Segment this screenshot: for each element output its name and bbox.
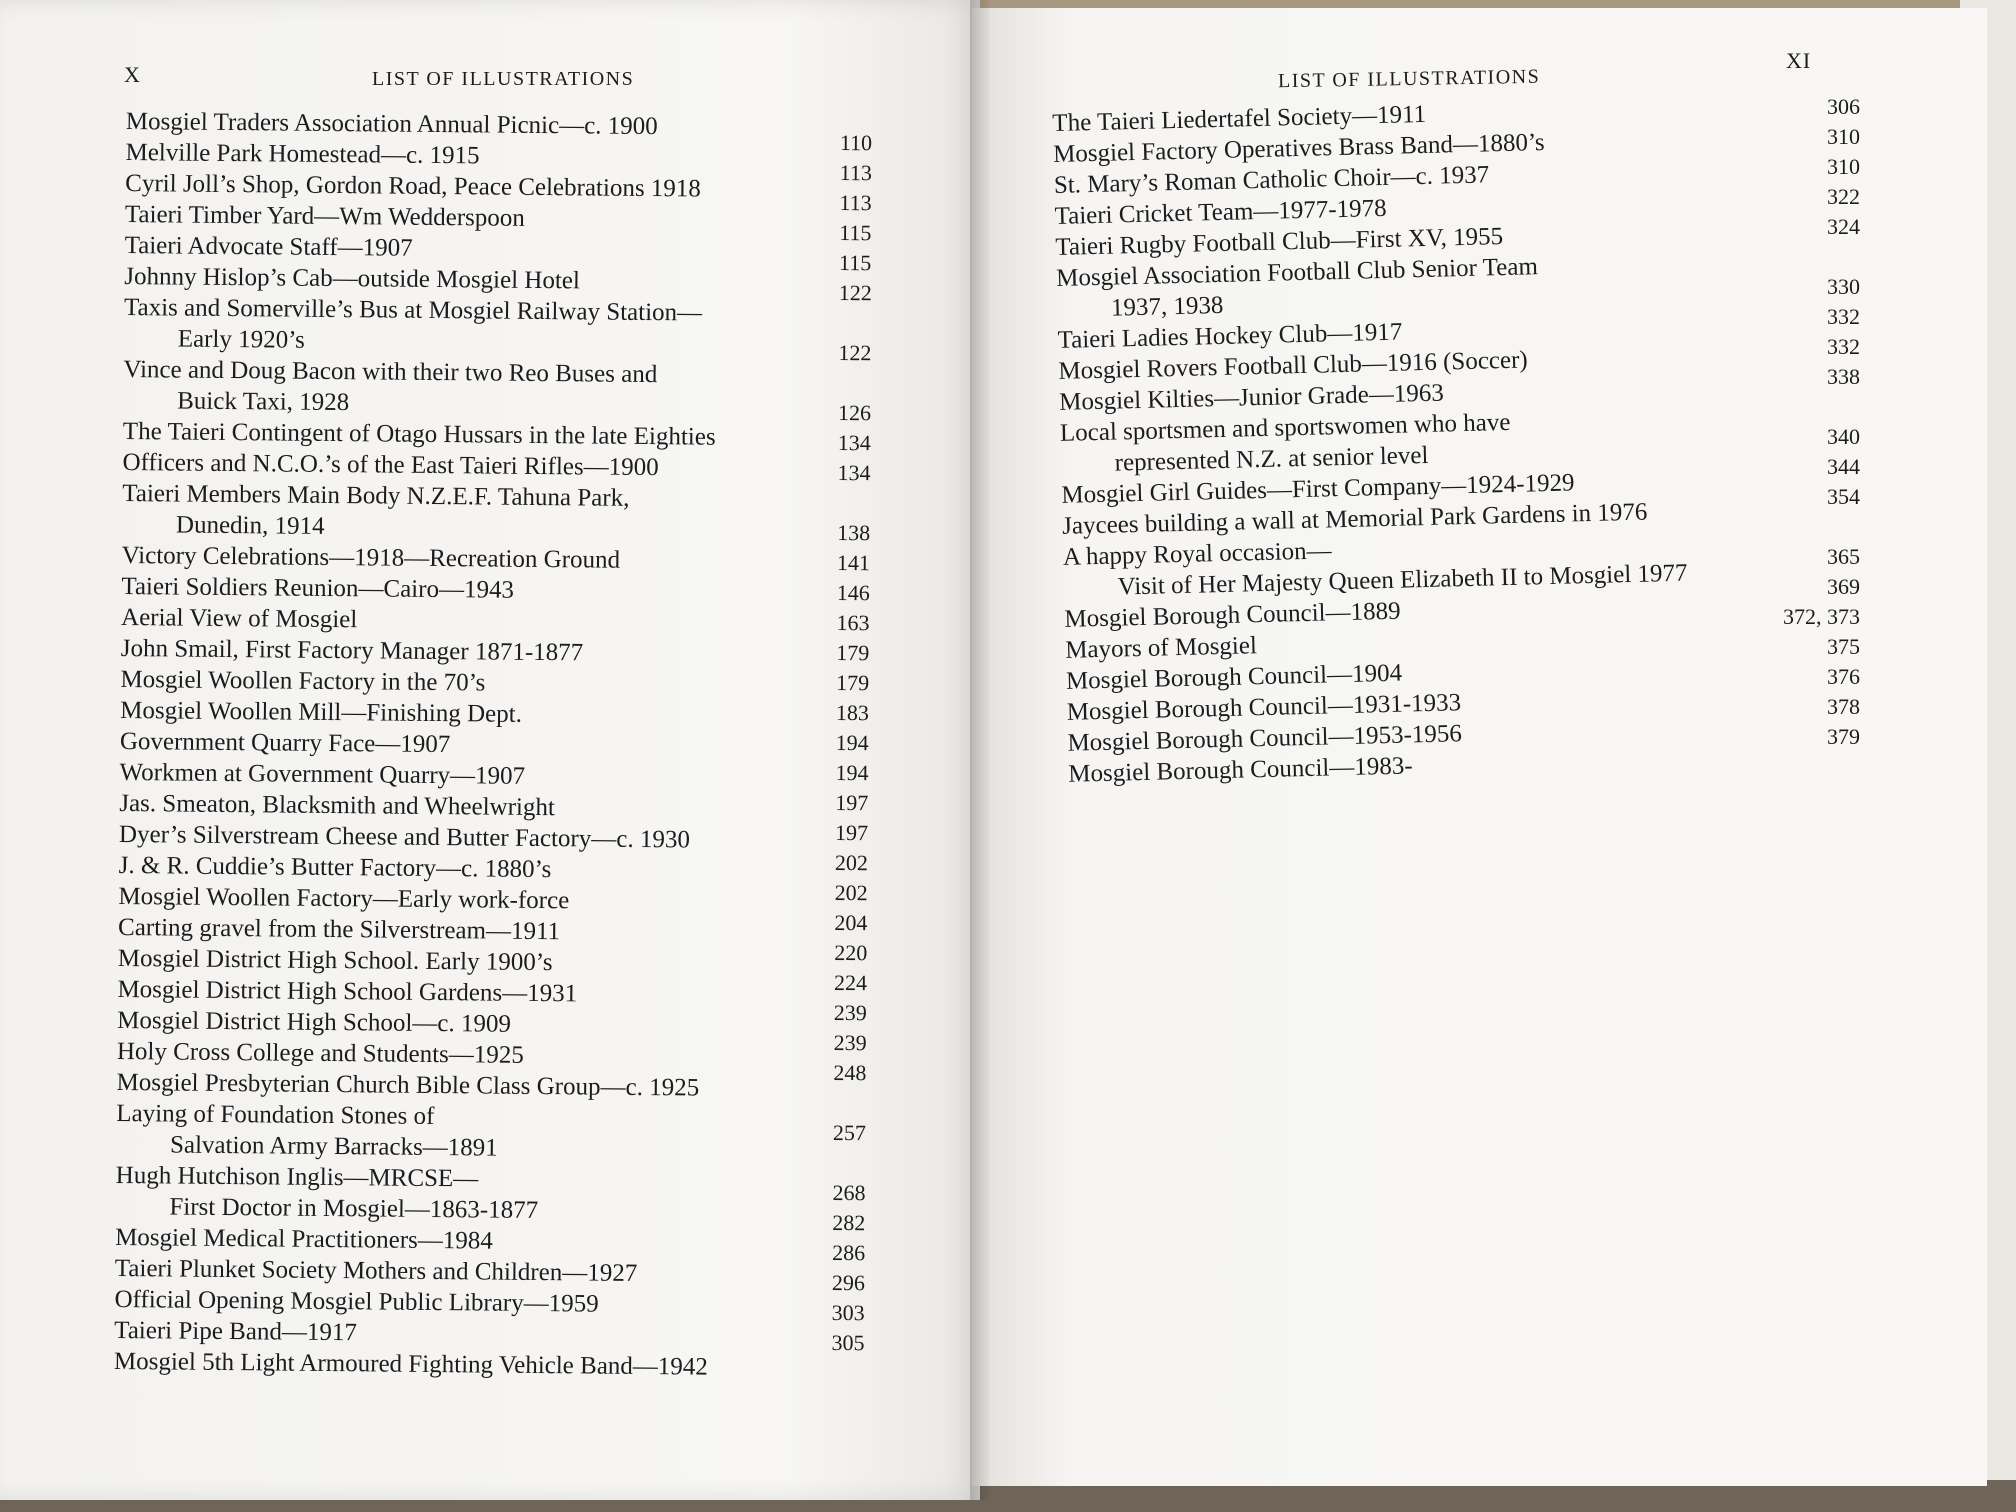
left-page-number-column — [831, 128, 900, 1358]
page-number: 110 — [839, 129, 873, 156]
entry-title: Mosgiel Medical Practitioners—1984 — [115, 1223, 493, 1255]
page-number: 338 — [1827, 364, 1860, 389]
entry-title: St. Mary’s Roman Catholic Choir—c. 1937 — [1053, 161, 1490, 199]
page-number: 322 — [1827, 184, 1860, 209]
page-number: 365 — [1827, 544, 1860, 569]
page-number — [833, 1148, 893, 1178]
entry-title: Laying of Foundation Stones of — [116, 1099, 435, 1131]
page-number: 122 — [838, 279, 872, 306]
page-number: 324 — [1827, 214, 1860, 239]
entry-title: Taieri Soldiers Reunion—Cairo—1943 — [121, 572, 515, 604]
entry-title: Mosgiel Association Football Club Senior Team — [1055, 253, 1539, 292]
entry-title-continued: represented N.Z. at senior level — [1114, 441, 1429, 477]
entry-title: The Taieri Contingent of Otago Hussars in the late Eighties — [122, 417, 716, 451]
page-number: 369 — [1827, 574, 1860, 599]
entry-title: Government Quarry Face—1907 — [119, 727, 451, 759]
page-number: 282 — [832, 1209, 866, 1236]
page-number: 248 — [833, 1059, 867, 1086]
page-number: 310 — [1827, 124, 1860, 149]
entry-title: Jas. Smeaton, Blacksmith and Wheelwright — [119, 789, 555, 822]
page-number: 113 — [839, 159, 872, 186]
entry-title-continued: First Doctor in Mosgiel—1863-1877 — [169, 1193, 539, 1225]
page-number: 126 — [837, 399, 872, 426]
book-gutter — [970, 0, 990, 1500]
page-number: 310 — [1827, 154, 1860, 179]
entry-title: Hugh Hutchison Inglis—MRCSE— — [115, 1161, 479, 1193]
page-number: 344 — [1827, 454, 1860, 479]
page-number: 305 — [831, 1329, 865, 1356]
page-number: 379 — [1827, 724, 1860, 749]
page-number: 194 — [835, 729, 869, 756]
entry-title: Dyer’s Silverstream Cheese and Butter Factory—c. 1930 — [118, 820, 691, 854]
entry-title: Taieri Plunket Society Mothers and Children—1927 — [114, 1254, 638, 1287]
page-number — [1750, 242, 1860, 272]
left-running-head: LIST OF ILLUSTRATIONS — [372, 68, 635, 90]
page-number: 224 — [833, 969, 868, 996]
page-number: 378 — [1827, 694, 1860, 719]
illustration-entry — [124, 292, 825, 361]
page-number: 330 — [1827, 274, 1860, 299]
page-number: 202 — [834, 879, 868, 906]
entry-title: Mosgiel Girl Guides—First Company—1924-1929 — [1061, 469, 1575, 509]
entry-title: Mosgiel Borough Council—1889 — [1064, 597, 1401, 633]
entry-title: Mosgiel Traders Association Annual Picnic—c. 1900 — [125, 107, 658, 141]
page-number — [1750, 512, 1860, 542]
entry-title: Mosgiel District High School Gardens—1931 — [117, 975, 578, 1008]
entry-title: Mosgiel Woollen Mill—Finishing Dept. — [120, 696, 523, 728]
page-number: 268 — [832, 1179, 866, 1206]
entry-title: A happy Royal occasion— — [1062, 537, 1332, 571]
page-number: 183 — [835, 699, 870, 726]
entry-title: Mosgiel Borough Council—1983- — [1067, 752, 1413, 788]
page-number: 239 — [833, 1029, 867, 1056]
entry-title: Cyril Joll’s Shop, Gordon Road, Peace Celebrations 1918 — [125, 169, 701, 203]
entry-title: Taieri Advocate Staff—1907 — [124, 231, 413, 262]
page-number: 340 — [1827, 424, 1860, 449]
right-page-number-column — [1750, 92, 1860, 752]
page-number: 375 — [1827, 634, 1860, 659]
entry-title: Holy Cross College and Students—1925 — [116, 1037, 524, 1069]
left-folio: X — [124, 62, 141, 87]
page-number: 354 — [1827, 484, 1860, 509]
page-number: 332 — [1827, 334, 1860, 359]
entry-title: Johnny Hislop’s Cab—outside Mosgiel Hotel — [124, 262, 581, 295]
entry-title: J. & R. Cuddie’s Butter Factory—c. 1880’s — [118, 851, 552, 884]
page-number: 303 — [831, 1299, 865, 1326]
illustration-entry — [122, 478, 823, 547]
entry-title: Mosgiel Borough Council—1904 — [1065, 659, 1403, 695]
page-number: 306 — [1827, 94, 1860, 119]
page-number — [833, 1088, 893, 1118]
right-folio: XI — [1786, 48, 1812, 73]
entry-title: Workmen at Government Quarry—1907 — [119, 758, 526, 790]
page-number — [838, 368, 898, 398]
page-number: 141 — [836, 549, 871, 576]
entry-title: Vince and Doug Bacon with their two Reo Buses and — [123, 355, 658, 389]
page-number: 286 — [832, 1239, 866, 1266]
page-number: 179 — [836, 639, 870, 666]
page-number: 115 — [838, 249, 872, 276]
entry-title: Mosgiel Borough Council—1931-1933 — [1066, 689, 1462, 726]
page-number: 372, 373 — [1783, 604, 1860, 629]
page-number — [839, 308, 899, 338]
entry-title: Mosgiel 5th Light Armoured Fighting Vehicle Band—1942 — [113, 1347, 709, 1381]
page-number: 122 — [838, 339, 872, 366]
entry-title: Taieri Timber Yard—Wm Wedderspoon — [124, 200, 525, 232]
entry-title: The Taieri Liedertafel Society—1911 — [1052, 100, 1427, 137]
entry-title: John Smail, First Factory Manager 1871-1877 — [120, 634, 584, 667]
page-number: 257 — [832, 1119, 867, 1146]
left-illustration-list — [114, 106, 826, 1384]
entry-title-continued: 1937, 1938 — [1110, 291, 1224, 322]
page-number: 239 — [833, 999, 867, 1026]
page-number: 197 — [835, 789, 869, 816]
entry-title: Mosgiel Woollen Factory in the 70’s — [120, 665, 486, 697]
entry-title: Taieri Members Main Body N.Z.E.F. Tahuna Park, — [122, 479, 630, 512]
page-number: 197 — [834, 819, 869, 846]
entry-title: Carting gravel from the Silverstream—1911 — [117, 913, 561, 946]
illustration-entry — [116, 1098, 817, 1167]
entry-title: Mosgiel Kilties—Junior Grade—1963 — [1058, 379, 1445, 416]
page-number: 332 — [1827, 304, 1860, 329]
entry-title: Mosgiel Presbyterian Church Bible Class Group—c. 1925 — [116, 1068, 700, 1102]
page-number: 138 — [837, 519, 871, 546]
entry-title: Taieri Ladies Hockey Club—1917 — [1057, 318, 1403, 354]
page-number: 115 — [839, 219, 872, 246]
illustration-entry — [115, 1160, 816, 1229]
entry-title: Victory Celebrations—1918—Recreation Ground — [121, 541, 621, 574]
entry-title: Melville Park Homestead—c. 1915 — [125, 138, 480, 170]
page-number: 179 — [836, 669, 870, 696]
page-number: 146 — [836, 579, 870, 606]
illustration-entry — [123, 354, 824, 423]
page-number: 113 — [839, 189, 872, 216]
page-number: 134 — [837, 429, 871, 456]
entry-title: Mosgiel Woollen Factory—Early work-force — [118, 882, 570, 915]
entry-title: Mosgiel District High School. Early 1900’s — [117, 944, 553, 977]
page-number: 194 — [835, 759, 869, 786]
page-number — [1750, 392, 1860, 422]
entry-title: Taxis and Somerville’s Bus at Mosgiel Railway Station— — [123, 293, 703, 327]
page-number: 220 — [834, 939, 868, 966]
entry-title: Mosgiel Factory Operatives Brass Band—1880’s — [1052, 128, 1545, 168]
page-number: 296 — [831, 1269, 866, 1296]
page-number: 204 — [834, 909, 868, 936]
page-number: 134 — [837, 459, 871, 486]
page-number: 202 — [834, 849, 868, 876]
entry-title: Mosgiel Borough Council—1953-1956 — [1067, 720, 1463, 757]
page-number: 163 — [836, 609, 870, 636]
entry-title: Taieri Pipe Band—1917 — [114, 1316, 358, 1347]
entry-title: Taieri Rugby Football Club—First XV, 1955 — [1055, 223, 1504, 261]
entry-title: Local sportsmen and sportswomen who have — [1059, 408, 1511, 447]
entry-title: Mayors of Mosgiel — [1064, 632, 1258, 664]
entry-title: Official Opening Mosgiel Public Library—1959 — [114, 1285, 599, 1318]
entry-title-continued: Visit of Her Majesty Queen Elizabeth II to Mosgiel 1977 — [1117, 559, 1688, 601]
page-number — [837, 488, 897, 518]
right-running-head: LIST OF ILLUSTRATIONS — [1277, 65, 1541, 93]
entry-title-continued: Early 1920’s — [177, 325, 305, 354]
entry-title: Taieri Cricket Team—1977-1978 — [1054, 194, 1387, 230]
right-illustration-list — [1052, 91, 1758, 790]
entry-title-continued: Buick Taxi, 1928 — [177, 387, 350, 417]
entry-title: Aerial View of Mosgiel — [120, 603, 358, 634]
entry-title-continued: Salvation Army Barracks—1891 — [169, 1131, 498, 1162]
entry-title: Jaycees building a wall at Memorial Park Gardens in 1976 — [1061, 498, 1648, 540]
entry-title-continued: Dunedin, 1914 — [175, 511, 325, 540]
entry-title: Mosgiel District High School—c. 1909 — [117, 1006, 512, 1038]
entry-title: Mosgiel Rovers Football Club—1916 (Soccer) — [1058, 346, 1529, 385]
page-number: 376 — [1827, 664, 1860, 689]
entry-title: Officers and N.C.O.’s of the East Taieri Rifles—1900 — [122, 448, 659, 482]
